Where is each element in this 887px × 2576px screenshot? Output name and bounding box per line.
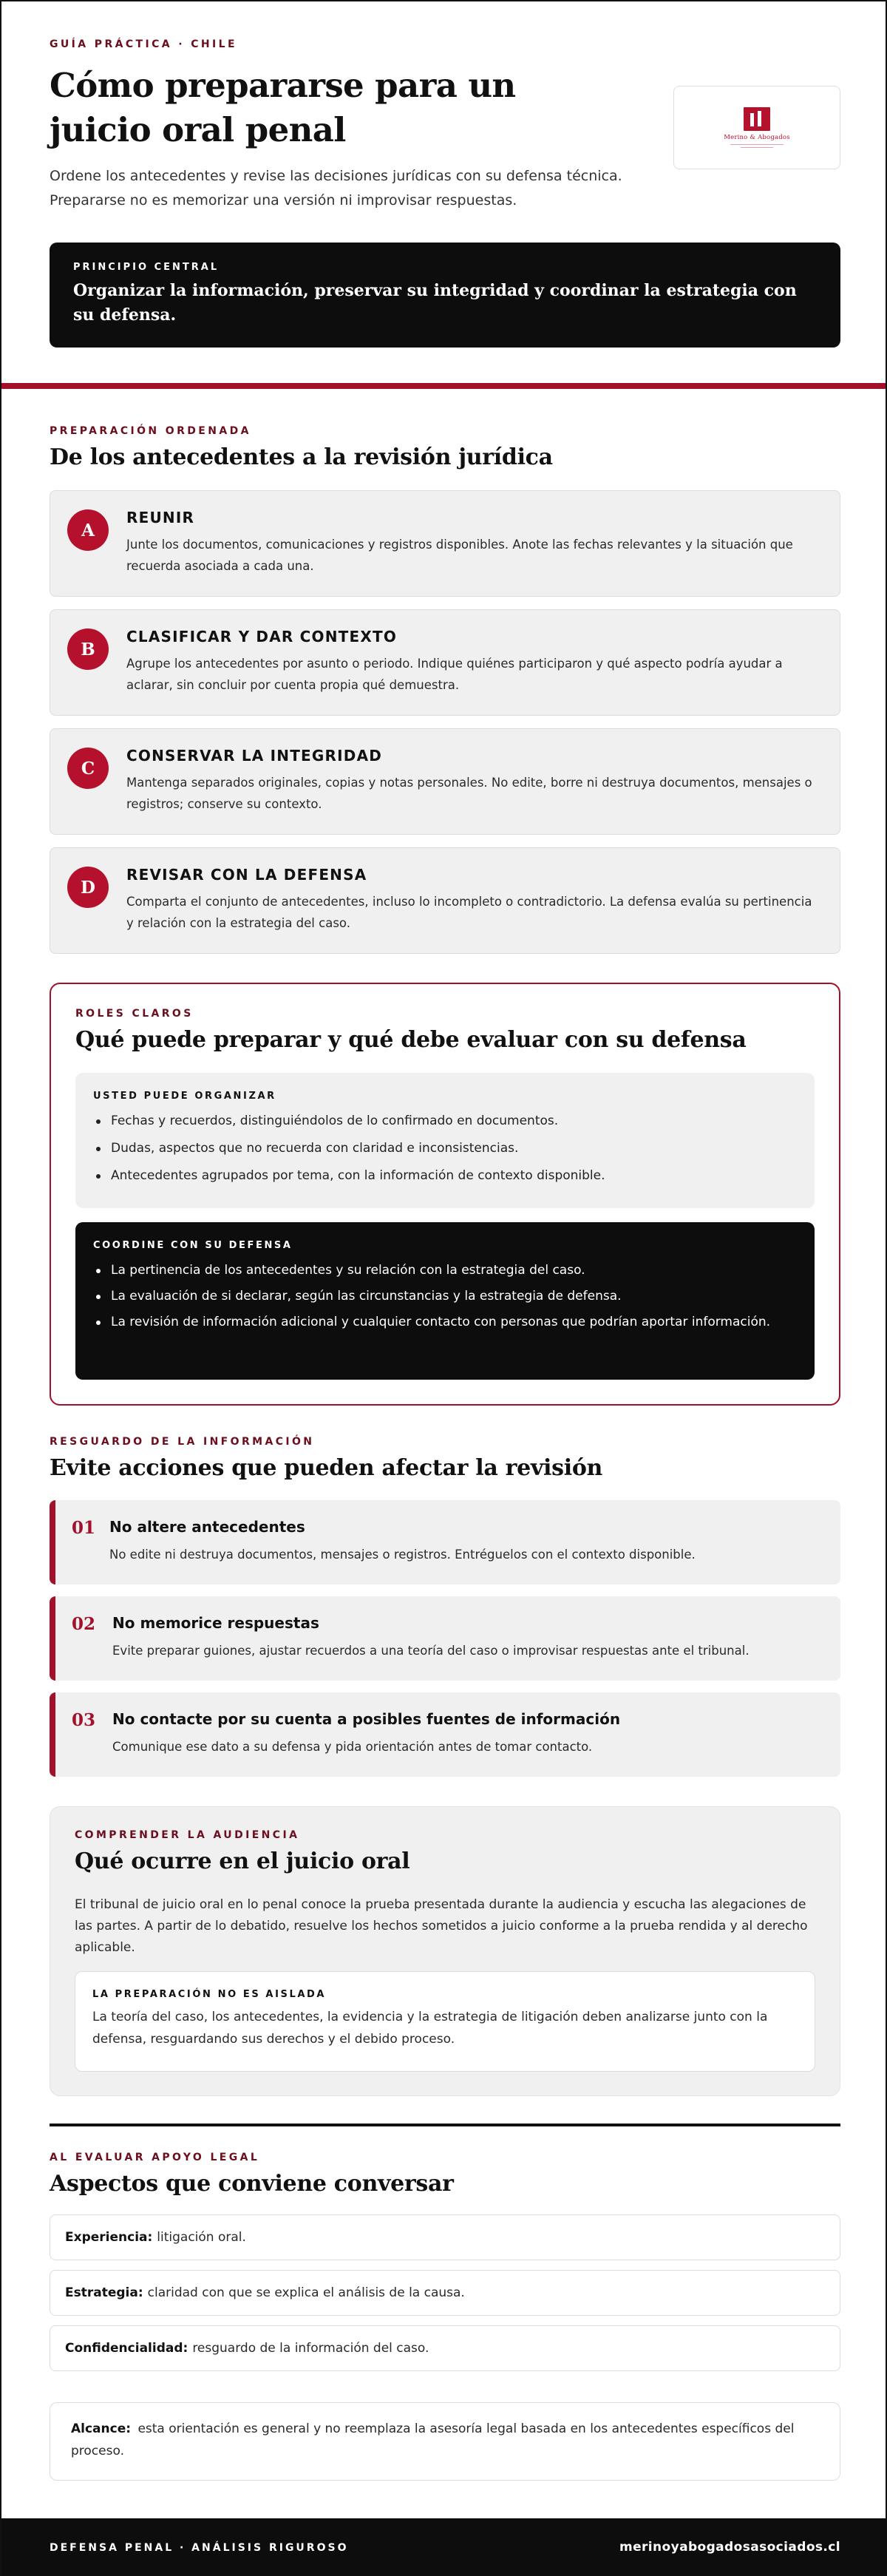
- list-item: Antecedentes agrupados por tema, con la información de contexto disponible.: [93, 1165, 797, 1187]
- principle-label: PRINCIPIO CENTRAL: [73, 262, 220, 273]
- aspect-label: Experiencia:: [65, 2230, 153, 2245]
- step-body: Agrupe los antecedentes por asunto o periodo. Indique quiénes participaron y qué aspecto podría ayudar a aclarar, sin concluir por cuenta propia qué demuestra.: [126, 657, 783, 692]
- warning-body: No edite ni destruya documentos, mensajes o registros. Entréguelos con el contexto disponible.: [109, 1548, 696, 1562]
- step-body: Comparta el conjunto de antecedentes, incluso lo incompleto o contradictorio. La defensa evalúa su pertinencia y relación con la estrategia del caso.: [126, 895, 812, 930]
- legal-title: Aspectos que conviene conversar: [50, 2171, 454, 2197]
- coordinate-box: [75, 1222, 815, 1380]
- coordinate-label: COORDINE CON SU DEFENSA: [93, 1240, 293, 1251]
- step-body: Mantenga separados originales, copias y notas personales. No edite, borre ni destruya documentos, mensajes o registros; conserve su contexto.: [126, 776, 812, 811]
- footer-website-link[interactable]: merinoyabogadosasociados.cl: [619, 2540, 840, 2555]
- step-card: [50, 728, 840, 835]
- preparation-header: [50, 425, 840, 472]
- audience-header: [75, 1829, 409, 1877]
- audience-card: [50, 1806, 840, 2096]
- hero-eyebrow: [50, 38, 840, 50]
- warning-number: 01: [72, 1518, 96, 1538]
- organize-label: USTED PUEDE ORGANIZAR: [93, 1091, 276, 1102]
- roles-card: [50, 983, 840, 1406]
- warning-title: No altere antecedentes: [109, 1518, 305, 1536]
- logo-mark-icon: [744, 107, 770, 131]
- step-title: REUNIR: [126, 509, 195, 526]
- organize-list: [93, 1111, 797, 1187]
- organize-box: [75, 1073, 815, 1208]
- list-item: La evaluación de si declarar, según las circunstancias y la estrategia de defensa.: [93, 1286, 797, 1307]
- footer: [1, 2518, 887, 2576]
- logo-divider-short: [741, 147, 773, 148]
- logo-divider: [730, 144, 784, 145]
- step-body: Junte los documentos, comunicaciones y registros disponibles. Anote las fechas relevantes y la situación que recuerda asociada a cada una.: [126, 538, 793, 573]
- safeguard-header: [50, 1436, 840, 1483]
- step-card: [50, 847, 840, 954]
- warning-body: Comunique ese dato a su defensa y pida orientación antes de tomar contacto.: [112, 1740, 593, 1754]
- principle-text: Organizar la información, preservar su integridad y coordinar la estrategia con su defensa.: [73, 281, 797, 325]
- step-card: [50, 609, 840, 716]
- footer-tagline: DEFENSA PENAL · ANÁLISIS RIGUROSO: [50, 2542, 349, 2554]
- section-divider: [1, 383, 886, 389]
- logo: [673, 86, 840, 169]
- hero-eyebrow-text: GUÍA PRÁCTICA · CHILE: [50, 38, 237, 50]
- step-card: [50, 490, 840, 597]
- step-title: REVISAR CON LA DEFENSA: [126, 866, 367, 884]
- warning-title: No contacte por su cuenta a posibles fuentes de información: [112, 1710, 621, 1728]
- warning-card: [50, 1500, 840, 1584]
- audience-body: El tribunal de juicio oral en lo penal conoce la prueba presentada durante la audiencia y escucha las alegaciones de las partes. A partir de lo debatido, resuelve los hechos sometidos a juicio conforme a la prueba rendida y al derecho aplicable.: [75, 1897, 808, 1955]
- step-badge: D: [67, 867, 109, 908]
- list-item: La revisión de información adicional y cualquier contacto con personas que podrían aportar información.: [93, 1312, 797, 1333]
- warning-number: 03: [72, 1710, 96, 1730]
- aspect-item: [50, 2214, 840, 2260]
- step-title: CLASIFICAR Y DAR CONTEXTO: [126, 628, 398, 645]
- legal-eyebrow: AL EVALUAR APOYO LEGAL: [50, 2152, 260, 2163]
- principle-card: [50, 243, 840, 348]
- aspect-item: [50, 2325, 840, 2371]
- step-badge: A: [67, 509, 109, 551]
- warning-card: [50, 1692, 840, 1777]
- note-label: LA PREPARACIÓN NO ES AISLADA: [92, 1989, 327, 2000]
- safeguard-list: [50, 1500, 840, 1777]
- preparation-eyebrow: PREPARACIÓN ORDENADA: [50, 425, 251, 437]
- hero: [50, 64, 840, 213]
- aspect-text: resguardo de la información del caso.: [192, 2341, 429, 2356]
- aspect-label: Estrategia:: [65, 2285, 143, 2300]
- scope-text: esta orientación es general y no reemplaza la asesoría legal basada en los antecedentes específicos del proceso.: [71, 2421, 795, 2458]
- aspect-text: claridad con que se explica el análisis de la causa.: [147, 2285, 465, 2300]
- aspect-text: litigación oral.: [157, 2230, 246, 2245]
- section-divider-dark: [50, 2123, 840, 2126]
- audience-note: [75, 1971, 815, 2072]
- roles-eyebrow: ROLES CLAROS: [75, 1008, 194, 1020]
- scope-label: Alcance:: [71, 2421, 132, 2436]
- warning-card: [50, 1596, 840, 1681]
- audience-title: Qué ocurre en el juicio oral: [75, 1848, 410, 1874]
- list-item: Dudas, aspectos que no recuerda con claridad e inconsistencias.: [93, 1138, 797, 1159]
- aspect-item: [50, 2270, 840, 2316]
- warning-body: Evite preparar guiones, ajustar recuerdos a una teoría del caso o improvisar respuestas ante el tribunal.: [112, 1644, 750, 1658]
- audience-eyebrow: COMPRENDER LA AUDIENCIA: [75, 1829, 300, 1841]
- safeguard-title: Evite acciones que pueden afectar la revisión: [50, 1455, 603, 1481]
- warning-number: 02: [72, 1614, 96, 1634]
- list-item: La pertinencia de los antecedentes y su relación con la estrategia del caso.: [93, 1260, 797, 1281]
- aspect-label: Confidencialidad:: [65, 2341, 188, 2356]
- step-title: CONSERVAR LA INTEGRIDAD: [126, 747, 383, 765]
- safeguard-eyebrow: RESGUARDO DE LA INFORMACIÓN: [50, 1436, 315, 1448]
- page-title: Cómo prepararse para un juicio oral penal: [50, 66, 516, 149]
- legal-header: [50, 2152, 840, 2199]
- scope-note: [50, 2402, 840, 2481]
- warning-title: No memorice respuestas: [112, 1614, 319, 1632]
- step-badge: B: [67, 628, 109, 670]
- list-item: Fechas y recuerdos, distinguiéndolos de lo confirmado en documentos.: [93, 1111, 797, 1132]
- note-body: La teoría del caso, los antecedentes, la evidencia y la estrategia de litigación deben analizarse junto con la defensa, resguardando sus derechos y el debido proceso.: [92, 2010, 768, 2047]
- steps-list: [50, 490, 840, 956]
- page-subtitle: Ordene los antecedentes y revise las decisiones jurídicas con su defensa técnica. Prepararse no es memorizar una versión ni improvisar respuestas.: [50, 168, 622, 209]
- roles-title: Qué puede preparar y qué debe evaluar con su defensa: [75, 1027, 747, 1053]
- step-badge: C: [67, 748, 109, 789]
- logo-name: Merino & Abogados: [724, 134, 790, 141]
- legal-list: [50, 2214, 840, 2371]
- coordinate-list: [93, 1260, 797, 1333]
- preparation-title: De los antecedentes a la revisión jurídica: [50, 444, 553, 470]
